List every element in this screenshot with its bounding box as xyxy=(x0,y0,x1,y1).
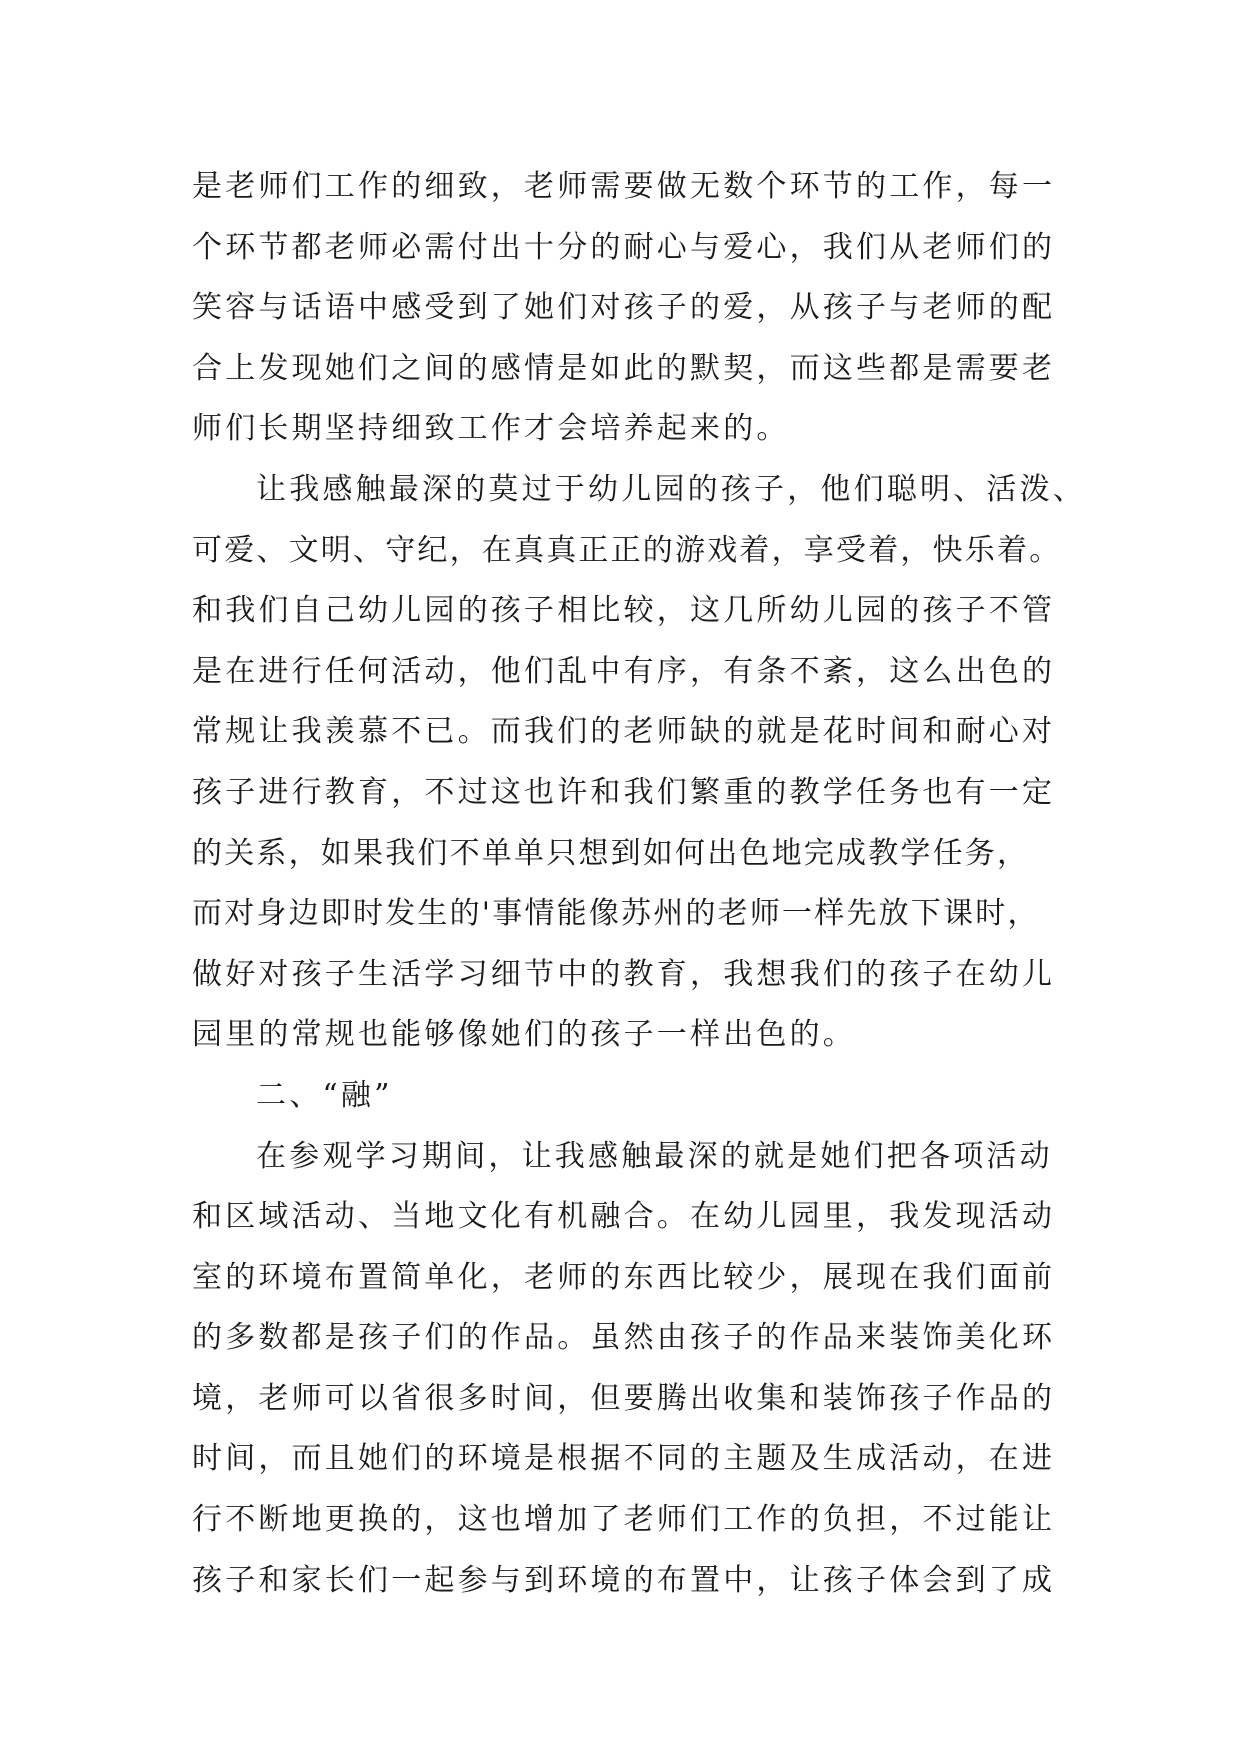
paragraph-1 xyxy=(192,157,1062,460)
text-line: 和我们自己幼儿园的孩子相比较，这几所幼儿园的孩子不管 xyxy=(192,593,1056,629)
text-line: 而对身边即时发生的'事情能像苏州的老师一样先放下课时， xyxy=(192,896,1040,932)
section-heading xyxy=(192,1066,1062,1127)
text-line: 是在进行任何活动，他们乱中有序，有条不紊，这么出色的 xyxy=(192,653,1056,689)
text-line: 行不断地更换的，这也增加了老师们工作的负担，不过能让 xyxy=(192,1502,1056,1538)
text-line: 室的环境布置简单化，老师的东西比较少，展现在我们面前 xyxy=(192,1259,1056,1295)
paragraph-2 xyxy=(192,460,1086,1066)
text-line: 常规让我羡慕不已。而我们的老师缺的就是花时间和耐心对 xyxy=(192,714,1056,750)
text-line: 园里的常规也能够像她们的孩子一样出色的。 xyxy=(192,1017,856,1053)
text-line: 个环节都老师必需付出十分的耐心与爱心，我们从老师们的 xyxy=(192,229,1056,265)
text-line: 合上发现她们之间的感情是如此的默契，而这些都是需要老 xyxy=(192,350,1056,386)
text-line: 可爱、文明、守纪，在真真正正的游戏着，享受着，快乐着。 xyxy=(192,532,1062,568)
text-line: 时间，而且她们的环境是根据不同的主题及生成活动，在进 xyxy=(192,1441,1056,1477)
body-text xyxy=(192,157,1086,1611)
heading-text: 二、“融” xyxy=(256,1077,393,1113)
text-line: 在参观学习期间，让我感触最深的就是她们把各项活动 xyxy=(256,1138,1053,1174)
text-line: 境，老师可以省很多时间，但要腾出收集和装饰孩子作品的 xyxy=(192,1380,1056,1416)
paragraph-3 xyxy=(192,1127,1062,1612)
text-line: 和区域活动、当地文化有机融合。在幼儿园里，我发现活动 xyxy=(192,1199,1056,1235)
text-line: 孩子进行教育，不过这也许和我们繁重的教学任务也有一定 xyxy=(192,774,1056,810)
text-line: 是老师们工作的细致，老师需要做无数个环节的工作，每一 xyxy=(192,169,1056,204)
text-line: 师们长期坚持细致工作才会培养起来的。 xyxy=(192,411,790,447)
text-line: 的关系，如果我们不单单只想到如何出色地完成教学任务， xyxy=(192,835,1030,871)
text-line: 孩子和家长们一起参与到环境的布置中，让孩子体会到了成 xyxy=(192,1562,1056,1598)
text-line: 笑容与话语中感受到了她们对孩子的爱，从孩子与老师的配 xyxy=(192,290,1056,326)
text-line: 的多数都是孩子们的作品。虽然由孩子的作品来装饰美化环 xyxy=(192,1320,1056,1356)
text-line: 做好对孩子生活学习细节中的教育，我想我们的孩子在幼儿 xyxy=(192,956,1056,992)
text-line: 让我感触最深的莫过于幼儿园的孩子，他们聪明、活泼、 xyxy=(256,471,1086,507)
